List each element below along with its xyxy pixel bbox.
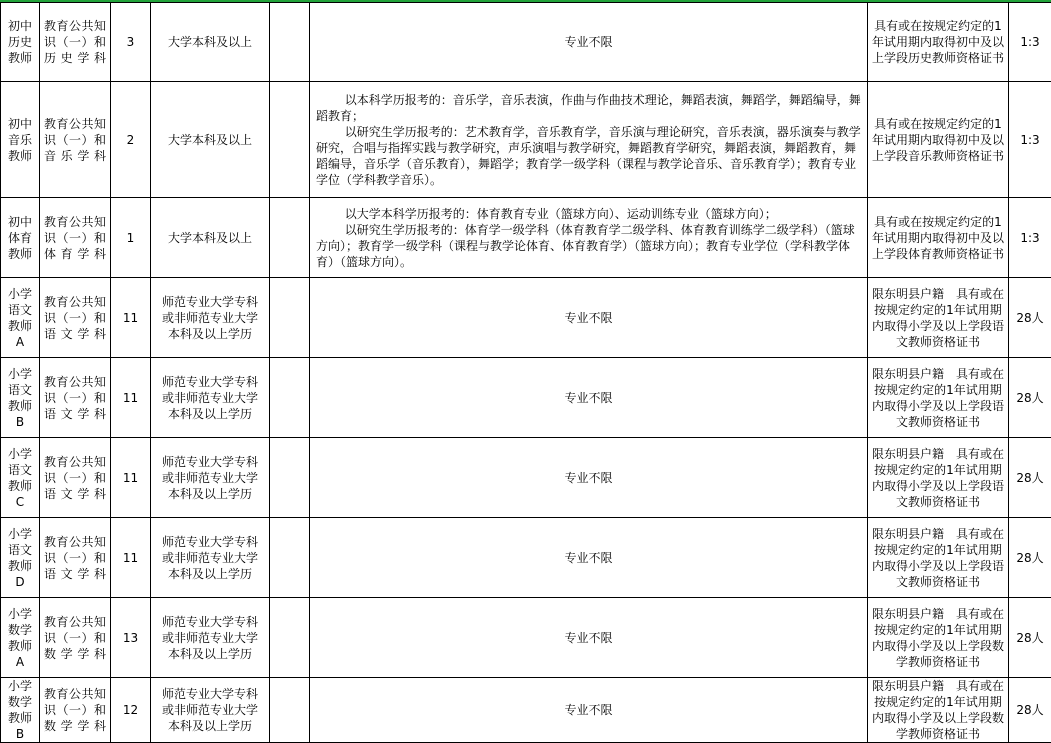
exam-subject-cell-text: 教育公共知识（一）和语文学科 (44, 374, 106, 422)
exam-subject-cell (40, 358, 111, 438)
other-requirement-cell (868, 358, 1009, 438)
degree-cell (270, 278, 310, 358)
ratio-cell-text: 1:3 (1011, 230, 1049, 246)
post-name-cell (1, 518, 40, 598)
major-text: 专业不限 (564, 35, 612, 49)
degree-cell (270, 198, 310, 278)
hiring-count-cell (111, 278, 151, 358)
education-cell (151, 3, 270, 82)
post-name-cell (1, 678, 40, 743)
major-line: 以大学本科学历报考的：体育教育专业（篮球方向）、运动训练专业（篮球方向）； (316, 206, 861, 222)
hiring-count-cell-text: 12 (111, 702, 150, 718)
major-requirement-cell (310, 518, 868, 598)
table-row (1, 438, 1051, 518)
education-cell (151, 358, 270, 438)
hiring-count-cell-text: 3 (111, 34, 150, 50)
hiring-count-cell (111, 82, 151, 198)
exam-subject-cell-text: 教育公共知识（一）和数学学科 (44, 614, 106, 662)
other-requirement-cell-text: 限东明县户籍 具有或在按规定约定的1年试用期内取得小学及以上学段数学教师资格证书 (872, 678, 1004, 742)
major-text: 专业不限 (564, 391, 612, 405)
exam-subject-cell-text: 教育公共知识（一）和语文学科 (44, 534, 106, 582)
major-requirement-cell (310, 82, 868, 198)
other-requirement-cell-text: 限东明县户籍 具有或在按规定约定的1年试用期内取得小学及以上学段语文教师资格证书 (872, 526, 1004, 590)
degree-cell (270, 678, 310, 743)
table-row (1, 358, 1051, 438)
other-requirement-cell-text: 具有或在按规定约定的1年试用期内取得初中及以上学段体育教师资格证书 (872, 214, 1004, 262)
table-row (1, 678, 1051, 743)
table-row (1, 518, 1051, 598)
other-requirement-cell-text: 具有或在按规定约定的1年试用期内取得初中及以上学段历史教师资格证书 (872, 18, 1004, 66)
education-cell-text: 师范专业大学专科或非师范专业大学本科及以上学历 (157, 454, 263, 502)
education-cell (151, 82, 270, 198)
other-requirement-cell-text: 限东明县户籍 具有或在按规定约定的1年试用期内取得小学及以上学段语文教师资格证书 (872, 446, 1004, 510)
exam-subject-cell-text: 教育公共知识（一）和历史学科 (44, 18, 106, 66)
degree-cell (270, 438, 310, 518)
education-cell-text: 师范专业大学专科或非师范专业大学本科及以上学历 (157, 686, 263, 734)
major-requirement-cell (310, 198, 868, 278)
table-row (1, 3, 1051, 82)
post-name-cell (1, 278, 40, 358)
post-name-cell-text: 小学 语文 教师A (5, 286, 35, 350)
education-cell-text: 大学本科及以上 (157, 132, 263, 148)
hiring-count-cell (111, 518, 151, 598)
hiring-count-cell (111, 358, 151, 438)
exam-subject-cell (40, 678, 111, 743)
hiring-count-cell-text: 1 (111, 230, 150, 246)
post-name-cell-text: 小学 语文 教师C (5, 446, 35, 510)
exam-subject-cell (40, 278, 111, 358)
ratio-cell-text: 1:3 (1011, 34, 1049, 50)
post-name-cell (1, 358, 40, 438)
post-name-cell-text: 小学 数学 教师A (5, 606, 35, 670)
exam-subject-cell-text: 教育公共知识（一）和体育学科 (44, 214, 106, 262)
major-line: 以研究生学历报考的：艺术教育学，音乐教育学，音乐演与理论研究，音乐表演，器乐演奏与教学研究，合唱与指挥实践与教学研究，声乐演唱与教学研究，舞蹈教育学研究，舞蹈表演，舞蹈教育，舞蹈编导，音乐学（音乐教育），舞蹈学；教育学一级学科（课程与教学论音乐、音乐教育学）；教育专业学位（学科教学音乐）。 (316, 124, 861, 188)
major-requirement-cell (310, 358, 868, 438)
education-cell-text: 师范专业大学专科或非师范专业大学本科及以上学历 (157, 374, 263, 422)
other-requirement-cell-text: 具有或在按规定约定的1年试用期内取得初中及以上学段音乐教师资格证书 (872, 116, 1004, 164)
education-cell (151, 598, 270, 678)
exam-subject-cell-text: 教育公共知识（一）和音乐学科 (44, 116, 106, 164)
post-name-cell (1, 3, 40, 82)
post-name-cell-text: 初中 体育 教师 (5, 214, 35, 262)
post-name-cell-text: 初中 音乐 教师 (5, 116, 35, 164)
education-cell-text: 大学本科及以上 (157, 230, 263, 246)
education-cell (151, 198, 270, 278)
ratio-cell-text: 28人 (1011, 630, 1049, 646)
education-cell (151, 518, 270, 598)
major-text: 专业不限 (564, 703, 612, 717)
education-cell-text: 师范专业大学专科或非师范专业大学本科及以上学历 (157, 294, 263, 342)
ratio-cell (1009, 358, 1051, 438)
ratio-cell-text: 1:3 (1011, 132, 1049, 148)
hiring-count-cell (111, 438, 151, 518)
ratio-cell (1009, 438, 1051, 518)
exam-subject-cell-text: 教育公共知识（一）和数学学科 (44, 686, 106, 734)
recruitment-table (0, 2, 1051, 743)
hiring-count-cell-text: 11 (111, 550, 150, 566)
hiring-count-cell (111, 598, 151, 678)
table-body (1, 3, 1051, 743)
major-text: 专业不限 (564, 631, 612, 645)
education-cell-text: 师范专业大学专科或非师范专业大学本科及以上学历 (157, 614, 263, 662)
other-requirement-cell (868, 278, 1009, 358)
exam-subject-cell (40, 518, 111, 598)
exam-subject-cell (40, 438, 111, 518)
degree-cell (270, 598, 310, 678)
table-row (1, 278, 1051, 358)
other-requirement-cell (868, 518, 1009, 598)
major-text: 专业不限 (564, 471, 612, 485)
degree-cell (270, 3, 310, 82)
post-name-cell-text: 初中 历史 教师 (5, 18, 35, 66)
post-name-cell (1, 598, 40, 678)
ratio-cell (1009, 3, 1051, 82)
post-name-cell-text: 小学 语文 教师B (5, 366, 35, 430)
major-text: 专业不限 (564, 551, 612, 565)
exam-subject-cell-text: 教育公共知识（一）和语文学科 (44, 294, 106, 342)
major-line: 以本科学历报考的：音乐学，音乐表演，作曲与作曲技术理论，舞蹈表演，舞蹈学，舞蹈编导，舞蹈教育； (316, 92, 861, 124)
table-row (1, 82, 1051, 198)
exam-subject-cell-text: 教育公共知识（一）和语文学科 (44, 454, 106, 502)
education-cell (151, 438, 270, 518)
degree-cell (270, 518, 310, 598)
ratio-cell-text: 28人 (1011, 702, 1049, 718)
other-requirement-cell (868, 598, 1009, 678)
degree-cell (270, 82, 310, 198)
other-requirement-cell (868, 678, 1009, 743)
other-requirement-cell-text: 限东明县户籍 具有或在按规定约定的1年试用期内取得小学及以上学段语文教师资格证书 (872, 286, 1004, 350)
education-cell-text: 大学本科及以上 (157, 34, 263, 50)
hiring-count-cell-text: 11 (111, 470, 150, 486)
ratio-cell (1009, 518, 1051, 598)
ratio-cell-text: 28人 (1011, 550, 1049, 566)
ratio-cell (1009, 598, 1051, 678)
other-requirement-cell-text: 限东明县户籍 具有或在按规定约定的1年试用期内取得小学及以上学段数学教师资格证书 (872, 606, 1004, 670)
other-requirement-cell (868, 438, 1009, 518)
hiring-count-cell-text: 11 (111, 390, 150, 406)
exam-subject-cell (40, 3, 111, 82)
degree-cell (270, 358, 310, 438)
hiring-count-cell-text: 13 (111, 630, 150, 646)
post-name-cell (1, 82, 40, 198)
exam-subject-cell (40, 82, 111, 198)
post-name-cell-text: 小学 数学 教师B (5, 678, 35, 742)
table-row (1, 198, 1051, 278)
exam-subject-cell (40, 198, 111, 278)
ratio-cell-text: 28人 (1011, 310, 1049, 326)
major-requirement-cell (310, 438, 868, 518)
major-text: 专业不限 (564, 311, 612, 325)
major-requirement-cell (310, 678, 868, 743)
other-requirement-cell-text: 限东明县户籍 具有或在按规定约定的1年试用期内取得小学及以上学段语文教师资格证书 (872, 366, 1004, 430)
hiring-count-cell (111, 198, 151, 278)
major-requirement-cell (310, 3, 868, 82)
table-row (1, 598, 1051, 678)
post-name-cell-text: 小学 语文 教师D (5, 526, 35, 590)
major-requirement-cell (310, 278, 868, 358)
major-line: 以研究生学历报考的：体育学一级学科（体育教育学二级学科、体育教育训练学二级学科）（篮球方向）；教育学一级学科（课程与教学论体育、体育教育学）（篮球方向）；教育专业学位（学科教学体育）（篮球方向）。 (316, 222, 861, 270)
exam-subject-cell (40, 598, 111, 678)
hiring-count-cell-text: 11 (111, 310, 150, 326)
ratio-cell (1009, 678, 1051, 743)
ratio-cell-text: 28人 (1011, 390, 1049, 406)
post-name-cell (1, 438, 40, 518)
major-requirement-cell (310, 598, 868, 678)
other-requirement-cell (868, 198, 1009, 278)
education-cell (151, 678, 270, 743)
ratio-cell (1009, 82, 1051, 198)
hiring-count-cell-text: 2 (111, 132, 150, 148)
education-cell-text: 师范专业大学专科或非师范专业大学本科及以上学历 (157, 534, 263, 582)
other-requirement-cell (868, 3, 1009, 82)
ratio-cell (1009, 198, 1051, 278)
post-name-cell (1, 198, 40, 278)
ratio-cell (1009, 278, 1051, 358)
hiring-count-cell (111, 3, 151, 82)
hiring-count-cell (111, 678, 151, 743)
ratio-cell-text: 28人 (1011, 470, 1049, 486)
other-requirement-cell (868, 82, 1009, 198)
education-cell (151, 278, 270, 358)
